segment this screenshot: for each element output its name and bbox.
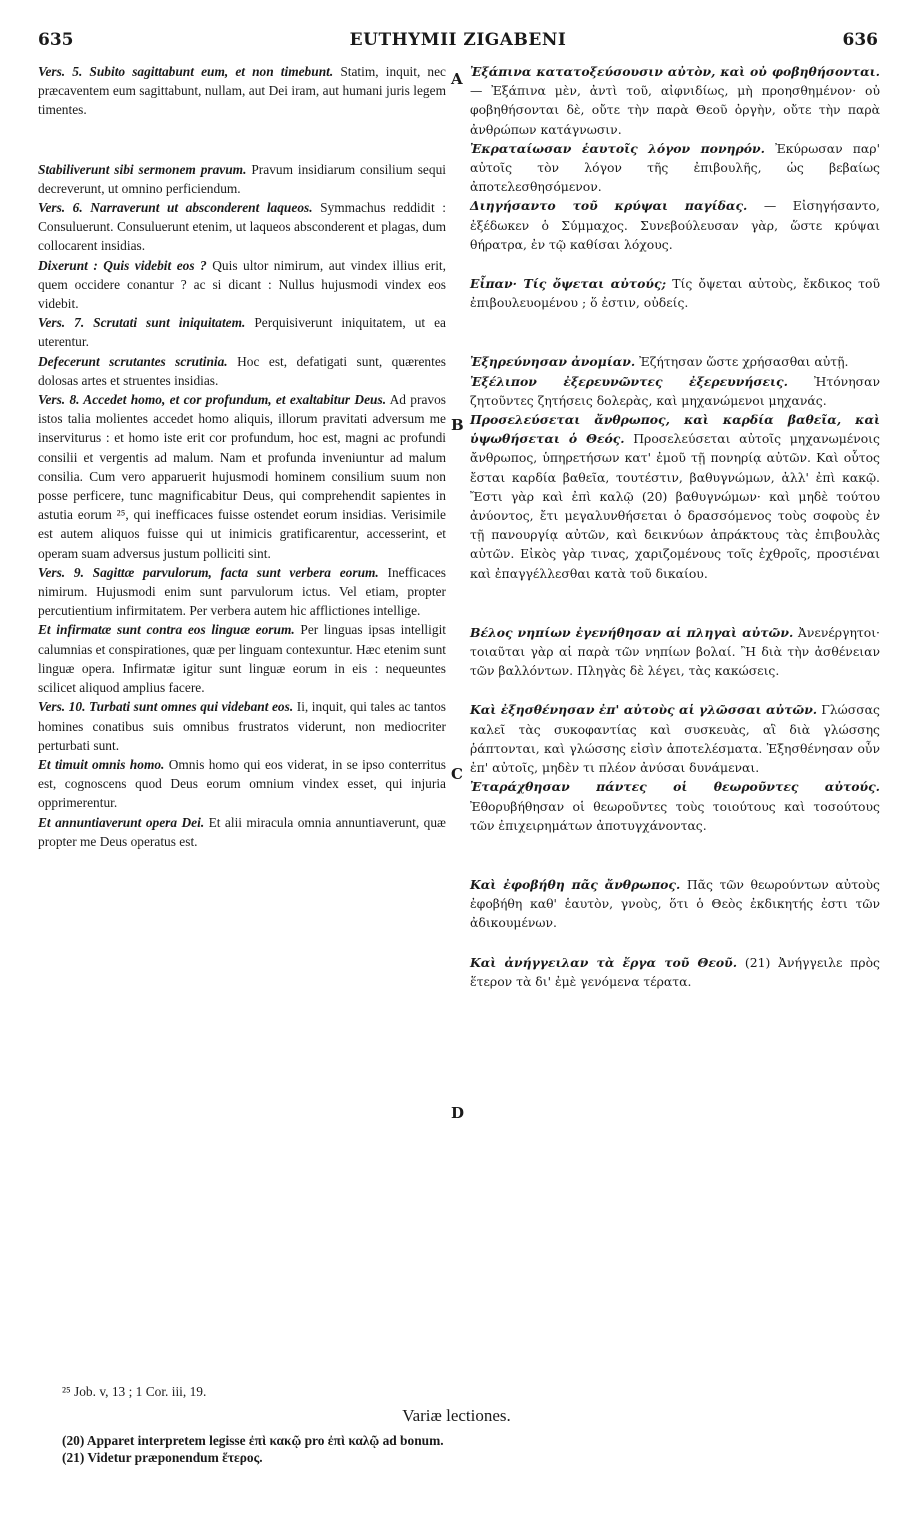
latin-column: [38, 62, 446, 851]
greek-paragraph: Ἐξηρεύνησαν ἀνομίαν. Ἐζήτησαν ὥστε χρήσασθαι αὐτῇ.: [470, 354, 849, 370]
greek-paragraph: Καὶ ἐξησθένησαν ἐπ' αὐτοὺς αἱ γλῶσσαι αὐτῶν. Γλώσσας καλεῖ τὰς συκοφαντίας καὶ συσκευὰς, αἳ διὰ γλώσσης ῥάπτονται, καὶ γλώσσης εἰσὶν ἀποτελέσματα. Ἐξησθένησαν οὖν ἐπ' αὐτοῖς, μηδὲν τι πλέον ἀνύσαι δυνάμεναι.: [470, 702, 880, 776]
latin-paragraph: Vers. 7. Scrutati sunt iniquitatem. Perquisiverunt iniquitatem, ut ea uterentur.: [38, 315, 446, 350]
margin-letter-c: C: [451, 765, 463, 783]
latin-paragraph: Defecerunt scrutantes scrutinia. Hoc est, defatigati sunt, quærentes dolosas artes et struentes insidias.: [38, 353, 446, 388]
latin-paragraph: Vers. 5. Subito sagittabunt eum, et non timebunt. Statim, inquit, nec præcaventem eum sagittabunt, nullam, aut Dei iram, aut humani juris legem timentes.: [38, 64, 446, 118]
page-number-right: 636: [842, 30, 878, 50]
variae-lectiones: [62, 1432, 444, 1466]
variant-reading: (21) Videtur præponendum ἕτερος.: [62, 1450, 263, 1465]
latin-paragraph: Vers. 6. Narraverunt ut absconderent laqueos. Symmachus reddidit : Consuluerunt. Consuluerunt etenim, ut laqueos absconderent et plagas, dum collocarent insidias.: [38, 200, 446, 254]
margin-letter-d: D: [451, 1104, 465, 1122]
latin-paragraph: Et annuntiaverunt opera Dei. Et alii miracula omnia annuntiaverunt, quæ propter me Deus operatus est.: [38, 814, 446, 849]
page-header: [38, 30, 878, 52]
latin-paragraph: Et infirmatæ sunt contra eos linguæ eorum. Per linguas ipsas intelligit calumnias et conspirationes, quæ per linguam contexuntur. Hæc etenim sunt linguæ opera. Infirmatæ igitur sunt linguæ eorum in eis : nequeuntes scilicet aliquod amplius facere.: [38, 622, 447, 696]
variae-lectiones-title: Variæ lectiones.: [402, 1406, 511, 1425]
latin-paragraph: Vers. 9. Sagittæ parvulorum, facta sunt verbera eorum. Inefficaces nimirum. Hujusmodi enim sunt parvulorum ictus. Vel etiam, propter percutientium infirmitatem. Per verbera autem hic afflictiones intellige.: [38, 564, 446, 619]
margin-letter-a: A: [451, 70, 463, 88]
latin-paragraph: Et timuit omnis homo. Omnis homo qui eos viderat, in se ipso conterritus est, cognoscens quod Deus eorum omnium vindex esset, qui injuria opprimerentur.: [38, 756, 447, 811]
greek-paragraph: Προσελεύσεται ἄνθρωπος, καὶ καρδία βαθεῖα, καὶ ὑψωθήσεται ὁ Θεός. Προσελεύσεται αὐτοῖς μηχανωμένοις ἄνθρωπος, ὑπηρετήσων κατ' ἐμοῦ τῇ πονηρίᾳ αὐτῶν. Καὶ οὗτος ἔσται καρδία βαθεῖα, τουτέστιν, βαθυγνώμων, ἀλλ' ἐπὶ κακῷ. Ἔστι γὰρ καὶ ἐπὶ καλῷ (20) βαθυγνώμων· καὶ μηδὲ τούτου ἀνύοντος, ἔτι μεγαλυνθήσεται ὁ δρασσόμενος τοὺς σοφοὺς ἐν τῇ πανουργίᾳ αὐτῶν, καὶ δεικνύων ἀπράκτους τὰς ἐπιβουλὰς αὐτῶν. Εἰκὸς γὰρ τινας, χαριζομένους τοῖς ἐχθροῖς, προσιέναι καὶ ἐπαγγέλλεσθαι κατὰ τοῦ δικαίου.: [470, 412, 880, 581]
greek-paragraph: Ἐξάπινα κατατοξεύσουσιν αὐτὸν, καὶ οὐ φοβηθήσονται. — Ἐξάπινα μὲν, ἀντὶ τοῦ, αἰφνιδίως, μὴ προησθημένον· οὐ φοβηθήσονται δὲ, οὔτε τὴν παρὰ Θεοῦ ὀργὴν, οὔτε τὴν παρὰ ἀνθρώπων κατάγνωσιν.: [470, 64, 880, 137]
margin-letter-b: B: [451, 416, 464, 434]
greek-column: [470, 62, 880, 991]
greek-paragraph: Εἶπαν· Τίς ὄψεται αὐτούς; Τίς ὄψεται αὐτοὺς, ἔκδικος τοῦ ἐπιβουλευομένου ; ὅ ἐστιν, οὐδείς.: [470, 276, 880, 311]
latin-paragraph: Dixerunt : Quis videbit eos ? Quis ultor nimirum, aut vindex illius erit, quem occidere conantur ? ac si dicant : Nullus hujusmodi vindex eos videbit.: [38, 257, 446, 312]
latin-paragraph: Vers. 10. Turbati sunt omnes qui videbant eos. Ii, inquit, qui tales ac tantos homines conatibus suis omnibus frustratos viderunt, non mediocriter perturbati sunt.: [38, 699, 446, 753]
latin-paragraph: Stabiliverunt sibi sermonem pravum. Pravum insidiarum consilium sequi decreverunt, ut omnino perficiendum.: [38, 161, 446, 196]
greek-paragraph: Ἐκραταίωσαν ἑαυτοῖς λόγον πονηρόν. Ἐκύρωσαν παρ' αὐτοῖς τὸν λόγον τῆς ἐπιβουλῆς, ὡς βεβαίως ἀποτελεσθησόμενον.: [470, 140, 880, 195]
greek-paragraph: Ἐταράχθησαν πάντες οἱ θεωροῦντες αὐτούς. Ἐθορυβήθησαν οἱ θεωροῦντες τοὺς τοιούτους καὶ τοσούτους τῶν ἐπιχειρημάτων ἀποτυγχάνοντας.: [470, 779, 880, 833]
running-title: EUTHYMII ZIGABENI: [349, 30, 567, 50]
greek-paragraph: Διηγήσαντο τοῦ κρύψαι παγίδας. — Εἰσηγήσαντο, ἐξέδωκεν ὁ Σύμμαχος. Συνεβούλευσαν γὰρ, ὥστε κρύψαι θήρατρα, ἐν τῷ καθίσαι λόχους.: [470, 198, 880, 252]
greek-paragraph: Καὶ ἐφοβήθη πᾶς ἄνθρωπος. Πᾶς τῶν θεωρούντων αὐτοὺς ἐφοβήθη καθ' ἑαυτὸν, γνοὺς, ὅτι ὁ Θεὸς ἐκδικητής ἐστι τῶν ἀδικουμένων.: [470, 876, 880, 931]
footnote: ²⁵ Job. v, 13 ; 1 Cor. iii, 19.: [62, 1384, 207, 1399]
greek-paragraph: Καὶ ἀνήγγειλαν τὰ ἔργα τοῦ Θεοῦ. (21) Ἀνήγγειλε πρὸς ἕτερον τὰ δι' ἐμὲ γενόμενα τέρατα.: [470, 954, 880, 989]
greek-paragraph: Ἐξέλιπον ἐξερευνῶντες ἐξερευνήσεις. Ἠτόνησαν ζητοῦντες ζητήσεις δολερὰς, καὶ μηχανώμενοι μηχανάς.: [470, 373, 880, 408]
page-number-left: 635: [38, 30, 74, 50]
variant-reading: (20) Apparet interpretem legisse ἐπὶ κακῷ pro ἐπὶ καλῷ ad bonum.: [62, 1433, 444, 1448]
latin-paragraph: Vers. 8. Accedet homo, et cor profundum, et exaltabitur Deus. Ad pravos istos talia molientes accedet homo aliquis, illorum pravitati adversum me inserviturus : et homo iste erit cor profundum, hoc est, magni ac profundi consilii et vergentis ad malum. Nam et profunda inveniuntur ad malum consilia. Cum vero apparuerit hujusmodi hominem consilium suum non posse perficere, tunc magnificabitur Deus, qui comprehendit sapientes in astutia eorum ²⁵, qui inefficaces fuisse ostendet eorum insidias. Verisimile est autem aliquos fuisse qui ut inimicis gratificarentur, accesserint, et operam suam adversus justum polliciti sint.: [38, 392, 446, 561]
greek-paragraph: Βέλος νηπίων ἐγενήθησαν αἱ πληγαὶ αὐτῶν. Ἀνενέργητοι· τοιαῦται γὰρ αἱ παρὰ τῶν νηπίων βολαί. Ἢ διὰ τὴν ἀσθένειαν τῶν βαλλόντων. Πληγὰς δὲ λέγει, τὰς κακώσεις.: [470, 624, 880, 679]
